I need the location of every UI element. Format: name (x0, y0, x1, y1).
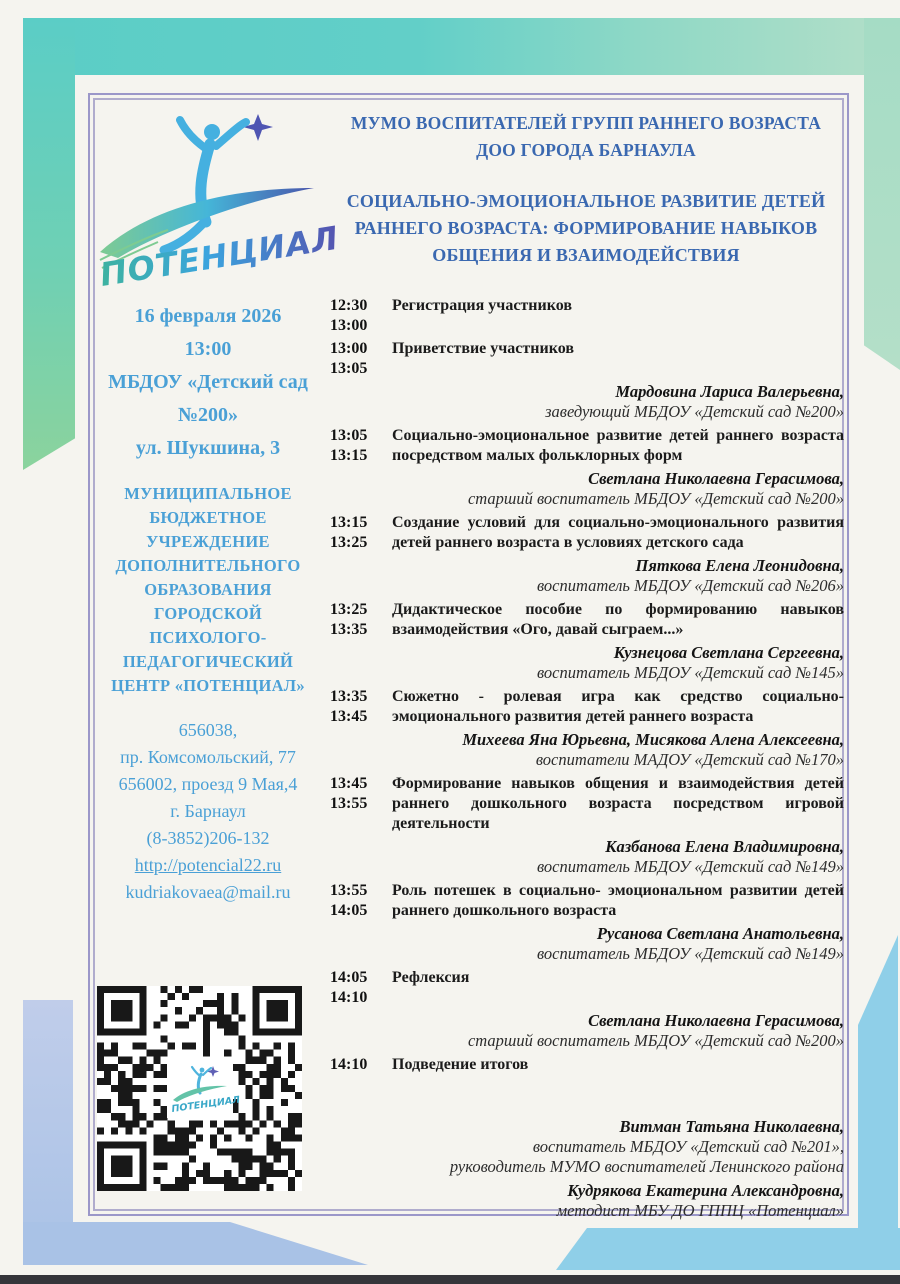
time-start: 12:30 (330, 297, 368, 314)
time-start: 13:00 (330, 340, 368, 357)
session-title: Роль потешек в социально- эмоциональном развитии детей раннего дошкольного возраста (392, 882, 844, 919)
organization-line: ЦЕНТР «ПОТЕНЦИАЛ» (111, 676, 305, 695)
speaker-role: заведующий МБДОУ «Детский сад №200» (545, 402, 844, 421)
speaker-name: Светлана Николаевна Герасимова, (588, 469, 844, 488)
speaker-role: старший воспитатель МБДОУ «Детский сад №200» (467, 489, 844, 508)
event_info-line: МБДОУ «Детский сад №200» (108, 371, 308, 426)
speaker-block (330, 730, 844, 770)
session-title: Сюжетно - ролевая игра как средство социально-эмоционального развития детей раннего возраста (392, 688, 844, 725)
speaker-block (330, 1011, 844, 1051)
speaker-block (330, 1117, 844, 1177)
speaker-role: воспитатели МАДОУ «Детский сад №170» (535, 750, 844, 769)
session-title: Рефлексия (392, 969, 470, 986)
organization-line: ГОРОДСКОЙ (153, 604, 263, 623)
logo-wordmark: ПОТЕНЦИАЛ (97, 218, 342, 294)
star-icon (243, 114, 273, 141)
organizer-heading: МУМО ВОСПИТАТЕЛЕЙ ГРУПП РАННЕГО ВОЗРАСТА ДОО ГОРОДА БАРНАУЛА (350, 113, 822, 160)
organization-line: БЮДЖЕТНОЕ (149, 508, 267, 527)
time-start: 14:10 (330, 1056, 368, 1073)
organization-name (94, 482, 322, 698)
time-end (330, 1075, 388, 1095)
organization-line: МУНИЦИПАЛЬНОЕ (124, 484, 292, 503)
address-line: (8-3852)206-132 (146, 828, 270, 848)
time-end: 13:05 (330, 360, 368, 377)
time-start: 13:55 (330, 882, 368, 899)
border-band-right-top (864, 18, 900, 370)
time-end: 13:25 (330, 534, 368, 551)
speaker-role: воспитатель МБДОУ «Детский сад №201», (532, 1137, 844, 1156)
speaker-block (330, 837, 844, 877)
time-end: 13:00 (330, 317, 368, 334)
schedule-entry (330, 1055, 844, 1095)
session-title: Формирование навыков общения и взаимодействия детей раннего дошкольного возраста посредством игровой деятельности (392, 775, 844, 832)
event_info-line: ул. Шукшина, 3 (135, 437, 281, 459)
address-block (94, 717, 322, 906)
time-start: 13:45 (330, 775, 368, 792)
schedule-entry (330, 296, 844, 336)
speaker-block (330, 924, 844, 964)
border-band-top (23, 18, 900, 75)
page-title: СОЦИАЛЬНО-ЭМОЦИОНАЛЬНОЕ РАЗВИТИЕ ДЕТЕЙ РАННЕГО ВОЗРАСТА: ФОРМИРОВАНИЕ НАВЫКОВ ОБЩЕНИЯ И ВЗАИМОДЕЙСТВИЯ (346, 191, 826, 265)
address-line: 656002, проезд 9 Мая,4 (118, 774, 298, 794)
speaker-block (330, 556, 844, 596)
website-link: http://potencial22.ru (134, 855, 282, 875)
speaker-role: методист МБУ ДО ГППЦ «Потенциал» (556, 1201, 844, 1220)
time-end: 13:55 (330, 795, 368, 812)
event_info-line: 16 февраля 2026 (134, 305, 282, 327)
address-line: пр. Комсомольский, 77 (120, 747, 296, 767)
heading-column (330, 110, 842, 269)
qr-center-logo (167, 1060, 241, 1118)
organization-line: УЧРЕЖДЕНИЕ (146, 532, 270, 551)
time-range (330, 1055, 388, 1095)
speaker-name: Русанова Светлана Анатольевна, (596, 924, 844, 943)
speaker-role: руководитель МУМО воспитателей Ленинского района (449, 1157, 844, 1176)
speaker-name: Михеева Яна Юрьевна, Мисякова Алена Алексеевна, (462, 730, 844, 749)
time-range (330, 426, 388, 466)
speaker-role: воспитатель МБДОУ «Детский сад №149» (536, 857, 844, 876)
schedule-entry (330, 513, 844, 553)
time-range (330, 513, 388, 553)
time-range (330, 687, 388, 727)
speaker-block (330, 469, 844, 509)
time-range (330, 968, 388, 1008)
session-title: Приветствие участников (392, 340, 574, 357)
organization-line: ПСИХОЛОГО- (149, 628, 267, 647)
schedule-entry (330, 600, 844, 640)
speaker-name: Кудрякова Екатерина Александровна, (567, 1181, 844, 1200)
potencial-logo (97, 100, 342, 300)
speaker-block (330, 643, 844, 683)
speaker-name: Витман Татьяна Николаевна, (619, 1117, 844, 1136)
schedule-entry (330, 881, 844, 921)
session-title: Дидактическое пособие по формированию навыков взаимодействия «Ого, давай сыграем...» (392, 601, 844, 638)
time-end: 13:45 (330, 708, 368, 725)
sidebar (94, 300, 322, 906)
speaker-block (330, 1181, 844, 1221)
time-range (330, 774, 388, 834)
speaker-name: Мардовина Лариса Валерьевна, (615, 382, 844, 401)
speaker-name: Казбанова Елена Владимировна, (605, 837, 844, 856)
email-address: kudriakovaea@mail.ru (125, 882, 291, 902)
speaker-name: Кузнецова Светлана Сергеевна, (613, 643, 844, 662)
scan-edge-shadow (0, 1275, 900, 1284)
speaker-name: Пяткова Елена Леонидовна, (635, 556, 844, 575)
time-end: 14:10 (330, 989, 368, 1006)
border-band-bottom-right (556, 1228, 900, 1270)
time-start: 14:05 (330, 969, 368, 986)
event-info (94, 300, 322, 465)
time-range (330, 881, 388, 921)
time-start: 13:15 (330, 514, 368, 531)
border-band-left-top (23, 18, 75, 470)
speaker-role: воспитатель МБДОУ «Детский сад №149» (536, 944, 844, 963)
speaker-role: старший воспитатель МБДОУ «Детский сад №200» (467, 1031, 844, 1050)
qr-logo-graphic (169, 1062, 241, 1116)
schedule-entry (330, 774, 844, 834)
time-start: 13:05 (330, 427, 368, 444)
address-line: г. Барнаул (170, 801, 246, 821)
speaker-name: Светлана Николаевна Герасимова, (588, 1011, 844, 1030)
organization-line: ДОПОЛНИТЕЛЬНОГО (115, 556, 301, 575)
session-title: Подведение итогов (392, 1056, 529, 1073)
address-lines (94, 717, 322, 852)
time-end: 14:05 (330, 902, 368, 919)
border-band-bottom-left (23, 1222, 368, 1265)
time-start: 13:25 (330, 601, 368, 618)
time-start: 13:35 (330, 688, 368, 705)
organization-line: ОБРАЗОВАНИЯ (144, 580, 272, 599)
schedule (330, 296, 844, 1225)
time-end: 13:35 (330, 621, 368, 638)
schedule-entry (330, 968, 844, 1008)
event_info-line: 13:00 (184, 338, 232, 360)
svg-text:ПОТЕНЦИАЛ: ПОТЕНЦИАЛ (170, 1093, 241, 1115)
session-title: Регистрация участников (392, 297, 572, 314)
potencial-logo-graphic (97, 100, 342, 300)
session-title: Социально-эмоциональное развитие детей раннего возраста посредством малых фольклорных форм (392, 427, 844, 464)
organization-line: ПЕДАГОГИЧЕСКИЙ (122, 652, 294, 671)
time-range (330, 339, 388, 379)
speaker-block (330, 382, 844, 422)
qr-code (97, 986, 302, 1191)
border-band-right-bottom (858, 935, 898, 1235)
speaker-role: воспитатель МБДОУ «Детский сад №206» (536, 576, 844, 595)
address-line: 656038, (178, 720, 238, 740)
schedule-entry (330, 339, 844, 379)
schedule-entry (330, 426, 844, 466)
time-end: 13:15 (330, 447, 368, 464)
speaker-role: воспитатель МБДОУ «Детский сад №145» (536, 663, 844, 682)
dancer-figure (164, 120, 246, 250)
schedule-entry (330, 687, 844, 727)
time-range (330, 600, 388, 640)
session-title: Создание условий для социально-эмоционального развития детей раннего возраста в условиях детского сада (392, 514, 844, 551)
time-range (330, 296, 388, 336)
